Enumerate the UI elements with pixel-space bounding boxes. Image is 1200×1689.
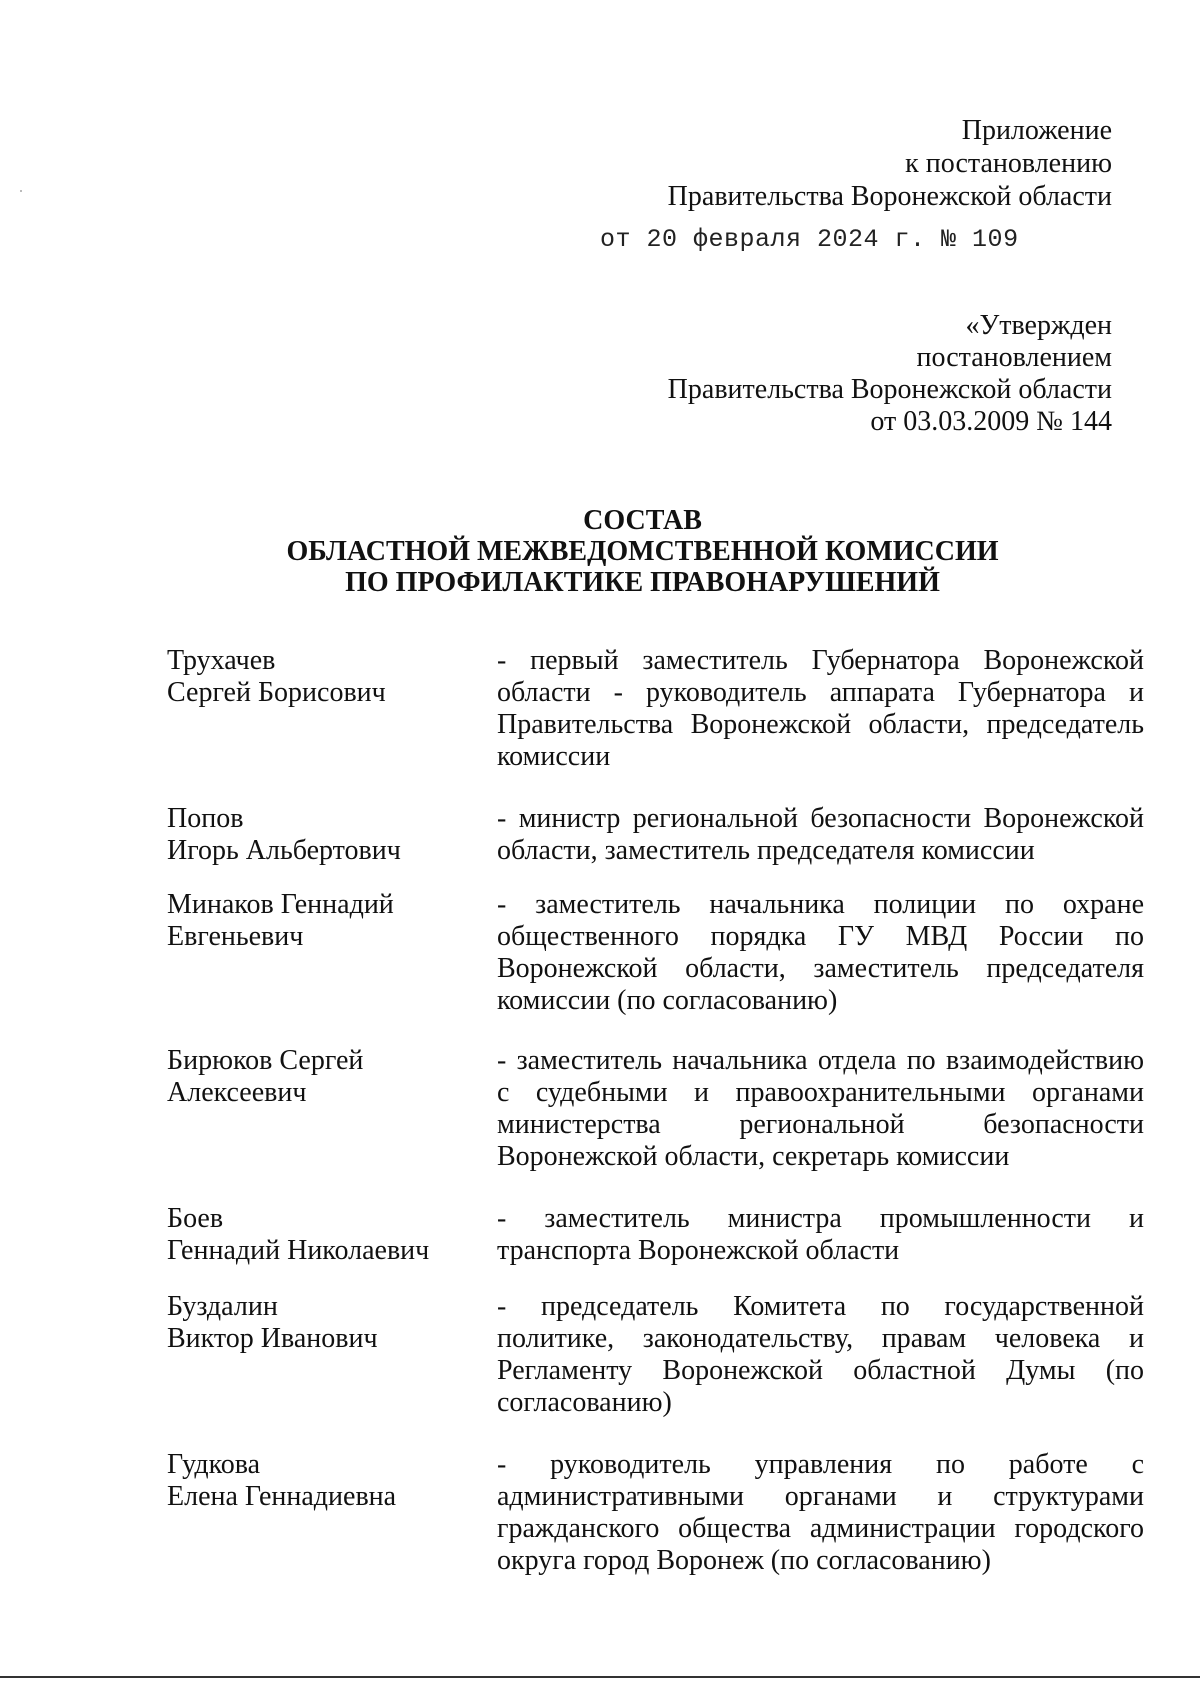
member-entry [167, 889, 1144, 1017]
member-role: - заместитель начальника отдела по взаимодействию с судебными и правоохранительными органами министерства региональной безопасности Воронежской области, секретарь комиссии [497, 1045, 1144, 1172]
member-surname: Бирюков Сергей [167, 1045, 364, 1076]
member-name [167, 645, 497, 773]
appendix-line: Правительства Воронежской области [667, 181, 1112, 212]
member-name [167, 1291, 497, 1419]
member-surname: Боев [167, 1203, 224, 1234]
member-surname: Буздалин [167, 1291, 278, 1322]
member-role: - председатель Комитета по государственной политике, законодательству, правам человека и Регламенту Воронежской областной Думы (по согласованию) [497, 1291, 1144, 1418]
page-bottom-rule [0, 1676, 1200, 1678]
member-name [167, 1449, 497, 1577]
member-given-name: Виктор Иванович [167, 1323, 378, 1354]
member-surname: Гудкова [167, 1449, 261, 1480]
member-surname: Трухачев [167, 645, 276, 676]
member-role: - руководитель управления по работе с административными органами и структурами гражданского общества администрации городского округа город Воронеж (по согласованию) [497, 1449, 1144, 1576]
member-given-name: Сергей Борисович [167, 677, 386, 708]
member-given-name: Елена Геннадиевна [167, 1481, 397, 1512]
member-entry [167, 1045, 1144, 1173]
member-given-name: Геннадий Николаевич [167, 1235, 430, 1266]
member-entry [167, 645, 1144, 773]
member-entry [167, 1291, 1144, 1419]
approval-block [552, 310, 1112, 438]
member-role: - заместитель начальника полиции по охране общественного порядка ГУ МВД России по Воронежской области, заместитель председателя комиссии (по согласованию) [497, 889, 1144, 1016]
member-entry [167, 1203, 1144, 1267]
document-title [0, 505, 1200, 598]
title-line: ПО ПРОФИЛАКТИКЕ ПРАВОНАРУШЕНИЙ [345, 567, 940, 598]
approval-line: «Утвержден [965, 310, 1112, 341]
scan-speck [20, 190, 22, 192]
appendix-line: Приложение [961, 115, 1112, 146]
title-line: ОБЛАСТНОЙ МЕЖВЕДОМСТВЕННОЙ КОМИССИИ [286, 536, 999, 567]
title-line: СОСТАВ [583, 505, 702, 536]
approval-line: от 03.03.2009 № 144 [870, 406, 1112, 437]
members-list [167, 645, 1144, 1577]
member-given-name: Игорь Альбертович [167, 835, 401, 866]
member-entry [167, 1449, 1144, 1577]
member-entry [167, 803, 1144, 867]
approval-line: Правительства Воронежской области [667, 374, 1112, 405]
member-name [167, 803, 497, 867]
appendix-header [552, 114, 1112, 213]
member-surname: Минаков Геннадий [167, 889, 394, 920]
approval-line: постановлением [916, 342, 1112, 373]
member-role: - первый заместитель Губернатора Воронежской области - руководитель аппарата Губернатора и Правительства Воронежской области, председатель комиссии [497, 645, 1144, 772]
member-given-name: Алексеевич [167, 1077, 307, 1108]
member-role: - заместитель министра промышленности и транспорта Воронежской области [497, 1203, 1144, 1266]
member-name [167, 889, 497, 1017]
decree-reference: от 20 февраля 2024 г. № 109 [600, 225, 1019, 254]
member-given-name: Евгеньевич [167, 921, 304, 952]
member-surname: Попов [167, 803, 244, 834]
member-name [167, 1045, 497, 1173]
member-role: - министр региональной безопасности Воронежской области, заместитель председателя комиссии [497, 803, 1144, 866]
appendix-line: к постановлению [905, 148, 1112, 179]
member-name [167, 1203, 497, 1267]
